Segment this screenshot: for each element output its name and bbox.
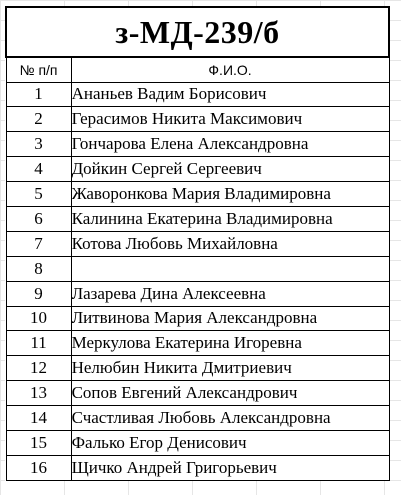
row-number-cell[interactable]: 10 <box>6 306 71 331</box>
full-name-cell[interactable]: Литвинова Мария Александровна <box>71 306 389 331</box>
full-name-cell[interactable]: Сопов Евгений Александрович <box>71 381 389 406</box>
table-row <box>6 132 389 157</box>
table-row <box>6 406 389 431</box>
full-name-cell[interactable]: Герасимов Никита Максимович <box>71 107 389 132</box>
table-row <box>6 82 389 107</box>
row-number-cell[interactable]: 12 <box>6 356 71 381</box>
row-number-cell[interactable]: 1 <box>6 82 71 107</box>
full-name-cell[interactable]: Счастливая Любовь Александровна <box>71 406 389 431</box>
full-name-cell[interactable] <box>71 256 389 281</box>
table-row <box>6 107 389 132</box>
table-row <box>6 256 389 281</box>
full-name-cell[interactable]: Лазарева Дина Алексеевна <box>71 281 389 306</box>
row-number-cell[interactable]: 16 <box>6 455 71 480</box>
table-row <box>6 306 389 331</box>
row-number-cell[interactable]: 6 <box>6 206 71 231</box>
table-row <box>6 381 389 406</box>
header-row <box>6 57 389 82</box>
full-name-cell[interactable]: Жаворонкова Мария Владимировна <box>71 182 389 207</box>
full-name-cell[interactable]: Дойкин Сергей Сергеевич <box>71 157 389 182</box>
full-name-cell[interactable]: Калинина Екатерина Владимировна <box>71 206 389 231</box>
full-name-cell[interactable]: Щичко Андрей Григорьевич <box>71 455 389 480</box>
row-number-cell[interactable]: 9 <box>6 281 71 306</box>
row-number-cell[interactable]: 5 <box>6 182 71 207</box>
row-number-cell[interactable]: 2 <box>6 107 71 132</box>
row-number-cell[interactable]: 7 <box>6 231 71 256</box>
table-row <box>6 157 389 182</box>
header-full-name[interactable]: Ф.И.О. <box>71 57 389 82</box>
full-name-cell[interactable]: Фалько Егор Денисович <box>71 430 389 455</box>
full-name-cell[interactable]: Меркулова Екатерина Игоревна <box>71 331 389 356</box>
table-row <box>6 430 389 455</box>
table-row <box>6 356 389 381</box>
row-number-cell[interactable]: 13 <box>6 381 71 406</box>
table-row <box>6 455 389 480</box>
row-number-cell[interactable]: 4 <box>6 157 71 182</box>
title-row <box>6 7 389 57</box>
row-number-cell[interactable]: 3 <box>6 132 71 157</box>
table-row <box>6 281 389 306</box>
full-name-cell[interactable]: Гончарова Елена Александровна <box>71 132 389 157</box>
full-name-cell[interactable]: Ананьев Вадим Борисович <box>71 82 389 107</box>
row-number-cell[interactable]: 11 <box>6 331 71 356</box>
full-name-cell[interactable]: Котова Любовь Михайловна <box>71 231 389 256</box>
table-row <box>6 331 389 356</box>
row-number-cell[interactable]: 15 <box>6 430 71 455</box>
row-number-cell[interactable]: 14 <box>6 406 71 431</box>
header-number[interactable]: № п/п <box>6 57 71 82</box>
table-row <box>6 206 389 231</box>
full-name-cell[interactable]: Нелюбин Никита Дмитриевич <box>71 356 389 381</box>
group-title[interactable]: з-МД-239/б <box>6 7 389 57</box>
table-row <box>6 231 389 256</box>
student-roster-table <box>5 6 390 481</box>
table-row <box>6 182 389 207</box>
row-number-cell[interactable]: 8 <box>6 256 71 281</box>
